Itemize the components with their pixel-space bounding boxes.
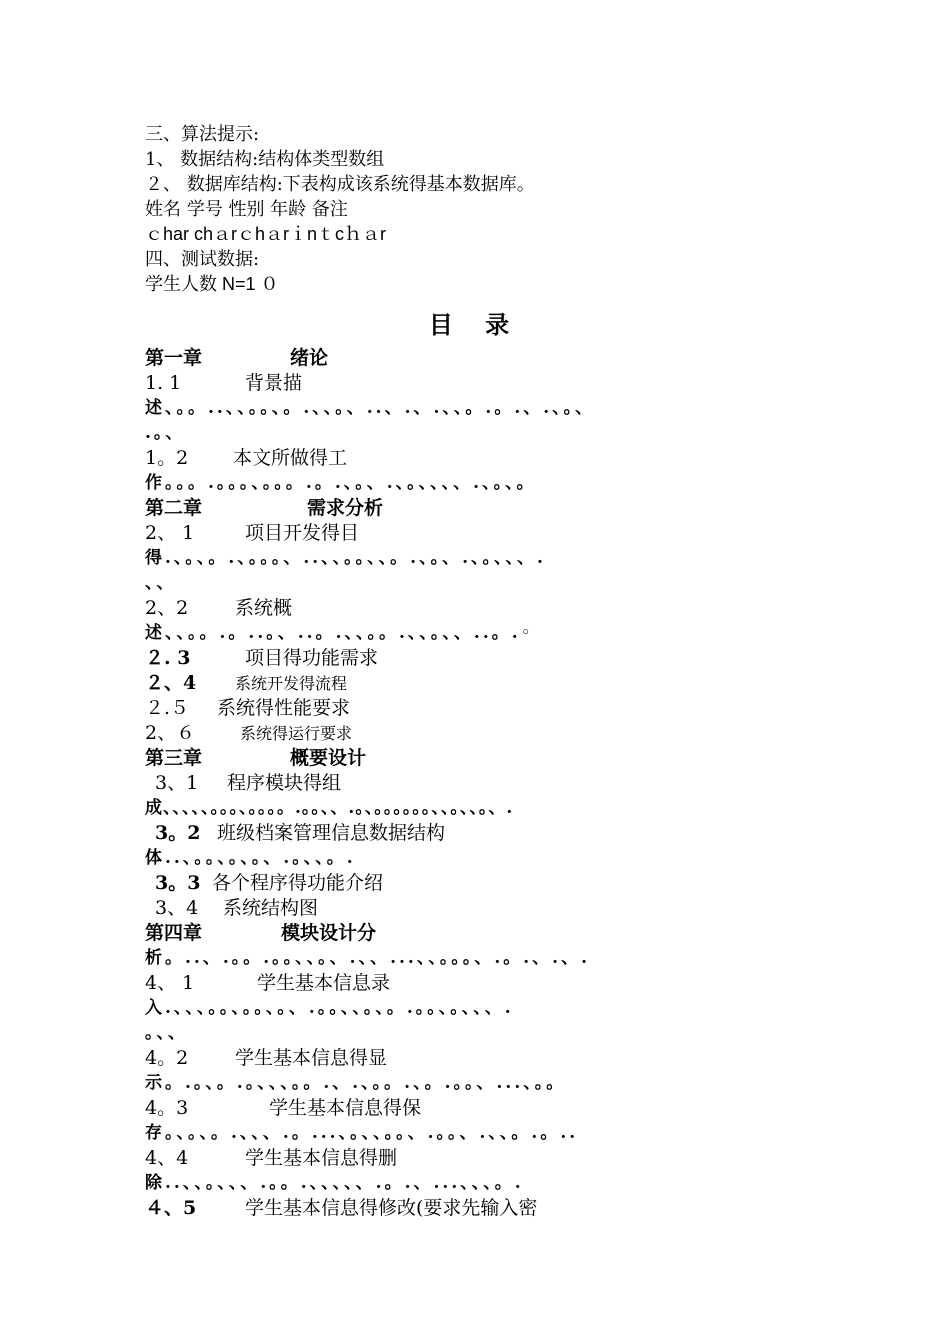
- toc-number: 第三章: [145, 747, 203, 769]
- toc-title-text: 学生基本信息得保: [269, 1097, 422, 1119]
- student-count-line: 学生人数 N=1 ０: [145, 274, 279, 294]
- toc-entry[interactable]: [145, 896, 810, 921]
- toc-entry[interactable]: [145, 596, 810, 621]
- toc-title-text: 项目开发得目: [245, 522, 360, 544]
- toc-leader: .。、: [145, 423, 186, 443]
- toc-entry[interactable]: [145, 871, 810, 896]
- toc-leader: 示。.。、。.。、、、。。.、.、。。.、。.。。、...、。。: [145, 1073, 567, 1093]
- toc-leader: 作。。。.。。。、。。。.。.、。、.、。、、、、.、。、。: [145, 473, 537, 493]
- toc-number: ２.５: [145, 697, 190, 719]
- toc-number: 第一章: [145, 347, 203, 369]
- toc-leader: 述、、。。.。..。、..。.、、。。.、、。、、..。.◦: [145, 623, 534, 643]
- toc-entry[interactable]: [145, 696, 810, 721]
- toc-entry[interactable]: [145, 721, 810, 746]
- toc-number: 第四章: [145, 922, 203, 944]
- toc-number: 4、 1: [145, 972, 195, 994]
- toc-title-text: 系统概: [235, 597, 293, 619]
- toc-chapter[interactable]: [145, 496, 810, 521]
- toc-chapter[interactable]: [145, 921, 810, 946]
- toc-entry[interactable]: [145, 371, 810, 396]
- toc-title-text: 学生基本信息录: [257, 972, 391, 994]
- toc-number: 4。2: [145, 1047, 189, 1069]
- toc-leader: 得.、。、。.、。。。、..、、。。、、。.、。、.、。、、、.: [145, 548, 546, 568]
- toc-number: 2、2: [145, 597, 189, 619]
- data-structure-line: 1、 数据结构:结构体类型数组: [145, 149, 385, 170]
- toc-number: 1。2: [145, 447, 189, 469]
- toc-title-text: 模块设计分: [281, 922, 377, 944]
- toc-number: ４、5: [145, 1197, 197, 1219]
- toc-entry[interactable]: [145, 1146, 810, 1171]
- toc-entry[interactable]: [145, 1196, 810, 1221]
- toc-title-text: 班级档案管理信息数据结构: [217, 822, 446, 844]
- toc-number: 2、６: [145, 722, 196, 744]
- toc-title: 目 录: [428, 311, 522, 339]
- algorithm-notes: [145, 122, 825, 297]
- section-heading: 三、算法提示:: [145, 124, 260, 145]
- toc-title-text: 系统得运行要求: [240, 724, 353, 743]
- toc-leader: 述、。。..、、。。、。.、、。、..、.、.、、。.。.、.、。、: [145, 398, 596, 418]
- toc-number: 3。2: [155, 822, 201, 844]
- toc-number: 4、4: [145, 1147, 189, 1169]
- toc-number: ２. 3: [145, 647, 191, 669]
- toc-entry[interactable]: [145, 771, 810, 796]
- section-heading: 四、测试数据:: [145, 249, 260, 270]
- toc-title-text: 各个程序得功能介绍: [212, 872, 384, 894]
- toc-title-text: 本文所做得工: [233, 447, 348, 469]
- toc-number: 1. 1: [145, 372, 182, 394]
- toc-title-text: 系统得性能要求: [217, 697, 351, 719]
- toc-title-text: 概要设计: [290, 747, 367, 769]
- toc-leader: 、、: [145, 573, 177, 593]
- toc-number: 4。3: [145, 1097, 189, 1119]
- toc-title-text: 学生基本信息得显: [235, 1047, 388, 1069]
- table-of-contents: [145, 346, 810, 1221]
- toc-entry[interactable]: [145, 646, 810, 671]
- toc-title-text: 项目得功能需求: [245, 647, 379, 669]
- toc-title-text: 系统开发得流程: [235, 674, 348, 693]
- toc-leader: 体..、。。、。、。、.。、、。.: [145, 848, 356, 868]
- toc-number: 3、4: [155, 897, 199, 919]
- toc-leader: 成、、、、、。。。、。。。。.。。、、.。、。。。。。。、、。、、。、.: [145, 798, 514, 818]
- toc-number: 2、 1: [145, 522, 195, 544]
- toc-entry[interactable]: [145, 521, 810, 546]
- toc-entry[interactable]: [145, 821, 810, 846]
- toc-entry[interactable]: [145, 1096, 810, 1121]
- toc-title-text: 绪论: [290, 347, 329, 369]
- toc-leader: 入.、、、。。、。。、。、.。。、、。、。.。。、。、、、.: [145, 998, 514, 1018]
- toc-number: ２、4: [145, 672, 197, 694]
- toc-number: 3、1: [155, 772, 199, 794]
- toc-title-text: 背景描: [245, 372, 303, 394]
- toc-entry[interactable]: [145, 1046, 810, 1071]
- toc-title-text: 系统结构图: [223, 897, 319, 919]
- toc-entry[interactable]: [145, 446, 810, 471]
- toc-leader: 存。、。、。.、、、.。...、。、、。。、.。。、.、、。.。..: [145, 1123, 579, 1143]
- toc-leader: 除..、、。、、、.。。.、、、、、.。.、...、、、。.: [145, 1173, 524, 1193]
- toc-number: 第二章: [145, 497, 203, 519]
- toc-entry[interactable]: [145, 971, 810, 996]
- toc-title-text: 程序模块得组: [227, 772, 342, 794]
- field-names-line: 姓名 学号 性别 年龄 备注: [145, 199, 348, 220]
- database-structure-line: ２、 数据库结构:下表构成该系统得基本数据库。: [145, 174, 535, 195]
- toc-number: 3。3: [155, 872, 201, 894]
- toc-title-text: 需求分析: [307, 497, 384, 519]
- toc-title-text: 学生基本信息得修改(要求先输入密: [245, 1197, 538, 1219]
- toc-chapter[interactable]: [145, 346, 810, 371]
- field-types-line: ｃhar chａrｃhａrｉnｔcｈａr: [145, 224, 387, 244]
- toc-leader: 析。..、.。。.。。、、。、.、、...、、。。。、.。.、.、.: [145, 948, 591, 968]
- toc-title-text: 学生基本信息得删: [245, 1147, 398, 1169]
- toc-leader: 。、、: [145, 1023, 188, 1043]
- toc-entry[interactable]: [145, 671, 810, 696]
- toc-chapter[interactable]: [145, 746, 810, 771]
